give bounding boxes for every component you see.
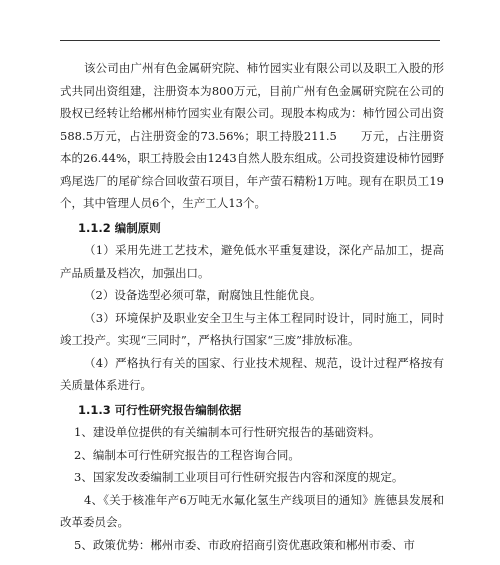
intro-paragraph: 该公司由广州有色金属研究院、柿竹园实业有限公司以及职工入股的形式共同出资组建，注册资本为800万元，目前广州有色金属研究院在公司的股权已经转让给郴州柿竹园实业有限公司。现股本构成为：柿竹园公司出资588.5万元，占注册资金的73.56%；职工持股211.5 万元，占注册资本的26.44%，职工持股会由1243自然人股东组成。公司投资建设柿竹园野鸡尾选厂的尾矿综合回收萤石项目，年产萤石精粉1万吨。现有在职员工19个，其中管理人员6个，生产工人13个。	[60, 61, 444, 210]
basis-item-3: 3、国家发改委编制工业项目可行性研究报告内容和深度的规定。	[74, 470, 404, 484]
principle-item-2: （2）设备选型必须可靠，耐腐蚀且性能优良。	[84, 288, 322, 302]
section-heading-1-1-3: 1.1.3 可行性研究报告编制依据	[78, 402, 242, 417]
basis-item-1: 1、建设单位提供的有关编制本可行性研究报告的基础资料。	[74, 425, 381, 439]
header-rule	[60, 40, 440, 41]
basis-item-4: 4、《关于核准年产6万吨无水氟化氢生产线项目的通知》旌德县发展和改革委员会。	[60, 492, 444, 529]
document-body	[60, 57, 444, 556]
principle-item-3: （3）环境保护及职业安全卫生与主体工程同时设计，同时施工，同时竣工投产。实现“三同时”，严格执行国家“三废”排放标准。	[60, 310, 444, 347]
basis-item-2: 2、编制本可行性研究报告的工程咨询合同。	[74, 447, 300, 462]
basis-item-5: 5、政策优势：郴州市委、市政府招商引资优惠政策和郴州市委、市	[74, 537, 415, 552]
principle-item-1: （1）采用先进工艺技术，避免低水平重复建设，深化产品加工，提高产品质量及档次，加强出口。	[60, 243, 444, 280]
section-heading-1-1-2: 1.1.2 编制原则	[78, 220, 161, 235]
principle-item-4: （4）严格执行有关的国家、行业技术规程、规范，设计过程严格按有关质量体系进行。	[60, 355, 444, 392]
